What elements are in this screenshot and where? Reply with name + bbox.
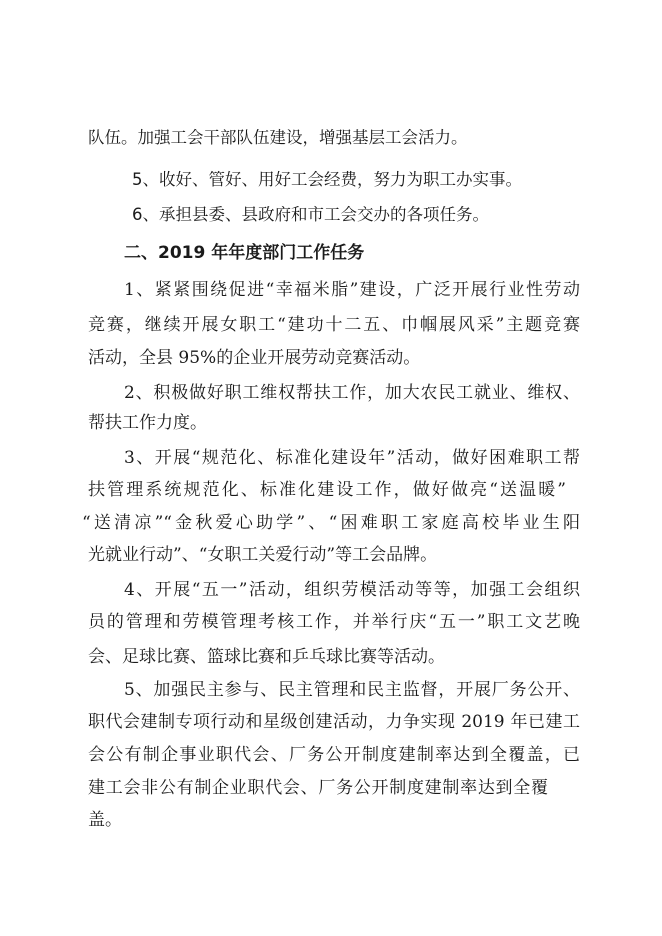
paragraph-line: 1、紧紧围绕促进“幸福米脂”建设，广泛开展行业性劳动 (124, 280, 580, 300)
paragraph-line: 竞赛，继续开展女职工“建功十二五、巾帼展风采”主题竞赛 (88, 315, 580, 335)
paragraph-line: 5、加强民主参与、民主管理和民主监督，开展厂务公开、 (124, 680, 580, 700)
paragraph-line: 职代会建制专项行动和星级创建活动，力争实现 2019 年已建工 (88, 712, 580, 732)
paragraph-line: 扶管理系统规范化、标准化建设工作，做好做亮“送温暖” (88, 480, 566, 500)
paragraph-line: 盖。 (88, 810, 122, 830)
paragraph-line: 员的管理和劳模管理考核工作，并举行庆“五一”职工文艺晚 (88, 612, 580, 632)
paragraph-line: 会公有制企事业职代会、厂务公开制度建制率达到全覆盖，已 (88, 745, 580, 765)
list-item-6: 6、承担县委、县政府和市工会交办的各项任务。 (132, 205, 489, 224)
paragraph-line: 队伍。加强工会干部队伍建设，增强基层工会活力。 (88, 128, 468, 147)
paragraph-line: 2、积极做好职工维权帮扶工作，加大农民工就业、维权、 (124, 383, 580, 403)
paragraph-line: 4、开展“五一”活动，组织劳模活动等等，加强工会组织 (124, 580, 580, 600)
paragraph-line: 帮扶工作力度。 (88, 413, 207, 433)
paragraph-line: 会、足球比赛、篮球比赛和乒乓球比赛等活动。 (88, 647, 445, 667)
section-heading: 二、2019 年年度部门工作任务 (124, 243, 365, 263)
paragraph-line: 活动，全县 95%的企业开展劳动竞赛活动。 (88, 348, 421, 368)
paragraph-line: 3、开展“规范化、标准化建设年”活动，做好困难职工帮 (124, 448, 580, 468)
paragraph-line: 光就业行动”、“女职工关爱行动”等工会品牌。 (88, 545, 438, 565)
list-item-5: 5、收好、管好、用好工会经费，努力为职工办实事。 (132, 170, 522, 189)
paragraph-line: “送清凉”“金秋爱心助学”、“困难职工家庭高校毕业生阳 (82, 513, 580, 533)
paragraph-line: 建工会非公有制企业职代会、厂务公开制度建制率达到全覆 (88, 778, 548, 798)
